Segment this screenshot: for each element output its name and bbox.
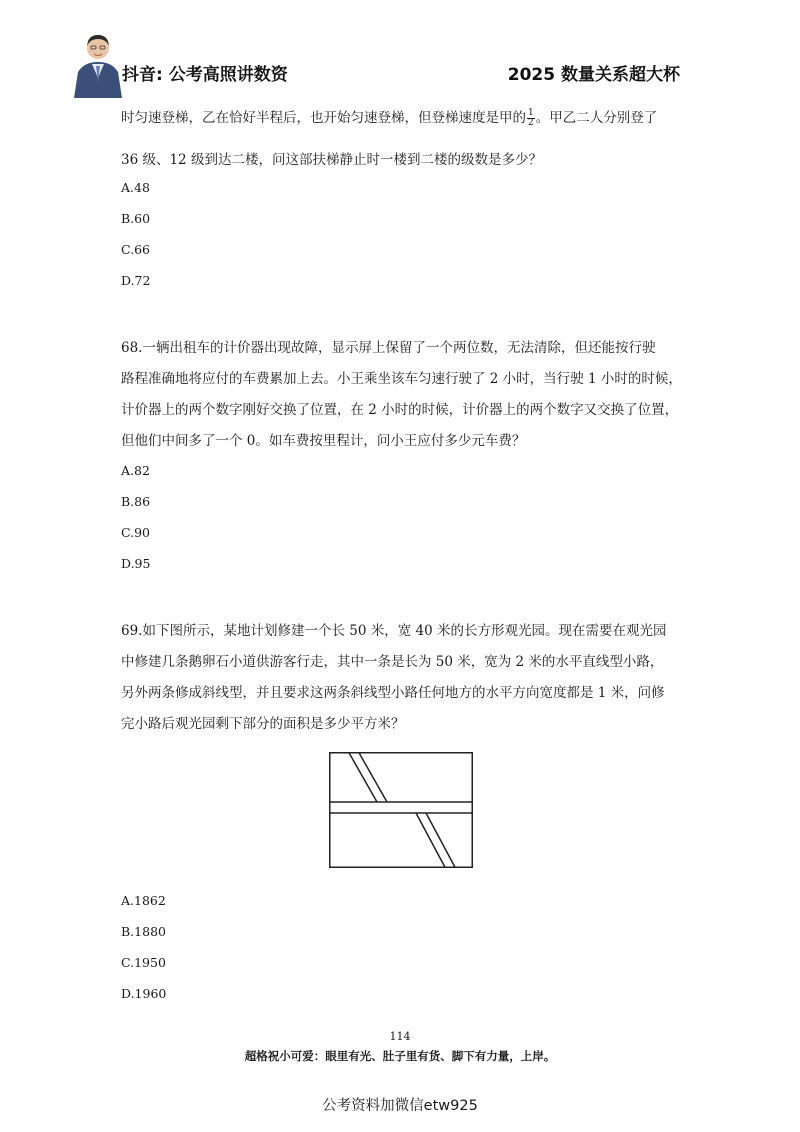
q67-line-2: 36 级、12 级到达二楼，问这部扶梯静止时一楼到二楼的级数是多少？ xyxy=(121,152,542,168)
page-number: 114 xyxy=(389,1030,411,1043)
q67-line-1: 时匀速登梯，乙在恰好半程后，也开始匀速登梯，但登梯速度是甲的 $\frac{1}{2}$ 。甲乙二人分别登了 xyxy=(121,108,658,128)
q67-option-d: D.72 xyxy=(121,273,151,288)
header-book-title: 2025 数量关系超大杯 xyxy=(507,65,680,85)
q67-option-b: B.60 xyxy=(121,211,151,226)
q69-option-a: A.1862 xyxy=(121,893,166,908)
q69-line-1: 69.如下图所示，某地计划修建一个长 50 米，宽 40 米的长方形观光园。现在需要在观光园 xyxy=(121,623,667,639)
park-path-diagram xyxy=(329,752,473,868)
q69-option-d: D.1960 xyxy=(121,986,167,1001)
q68-option-c: C.90 xyxy=(121,525,150,540)
q69-line-4: 完小路后观光园剩下部分的面积是多少平方米？ xyxy=(121,716,405,732)
header-account-title: 抖音: 公考高照讲数资 xyxy=(122,65,288,85)
q68-option-b: B.86 xyxy=(121,494,151,509)
q68-line-4: 但他们中间多了一个 0。如车费按里程计，问小王应付多少元车费？ xyxy=(121,433,526,449)
q69-line-3: 另外两条修成斜线型，并且要求这两条斜线型小路任何地方的水平方向宽度都是 1 米，问修 xyxy=(121,685,665,701)
q68-line-1: 68.一辆出租车的计价器出现故障，显示屏上保留了一个两位数，无法清除，但还能按行驶 xyxy=(121,340,656,356)
footer-slogan: 超格祝小可爱：眼里有光、肚子里有货、脚下有力量，上岸。 xyxy=(244,1049,556,1063)
q68-line-3: 计价器上的两个数字刚好交换了位置，在 2 小时的时候，计价器上的两个数字又交换了位置， xyxy=(121,402,679,418)
fraction-one-half: $\frac{1}{2}$ xyxy=(528,108,534,128)
park-rectangle xyxy=(330,753,473,868)
q68-option-d: D.95 xyxy=(121,556,151,571)
q68-option-a: A.82 xyxy=(121,463,150,478)
q68-line-2: 路程准确地将应付的车费累加上去。小王乘坐该车匀速行驶了 2 小时，当行驶 1 小时的时候， xyxy=(121,371,682,387)
q69-line-2: 中修建几条鹅卵石小道供游客行走，其中一条是长为 50 米，宽为 2 米的水平直线型小路， xyxy=(121,654,664,670)
presenter-avatar xyxy=(70,26,126,98)
q69-option-c: C.1950 xyxy=(121,955,166,970)
q67-option-c: C.66 xyxy=(121,242,150,257)
q67-option-a: A.48 xyxy=(121,180,150,195)
q69-option-b: B.1880 xyxy=(121,924,166,939)
contact-watermark: 公考资料加微信etw925 xyxy=(322,1098,478,1114)
